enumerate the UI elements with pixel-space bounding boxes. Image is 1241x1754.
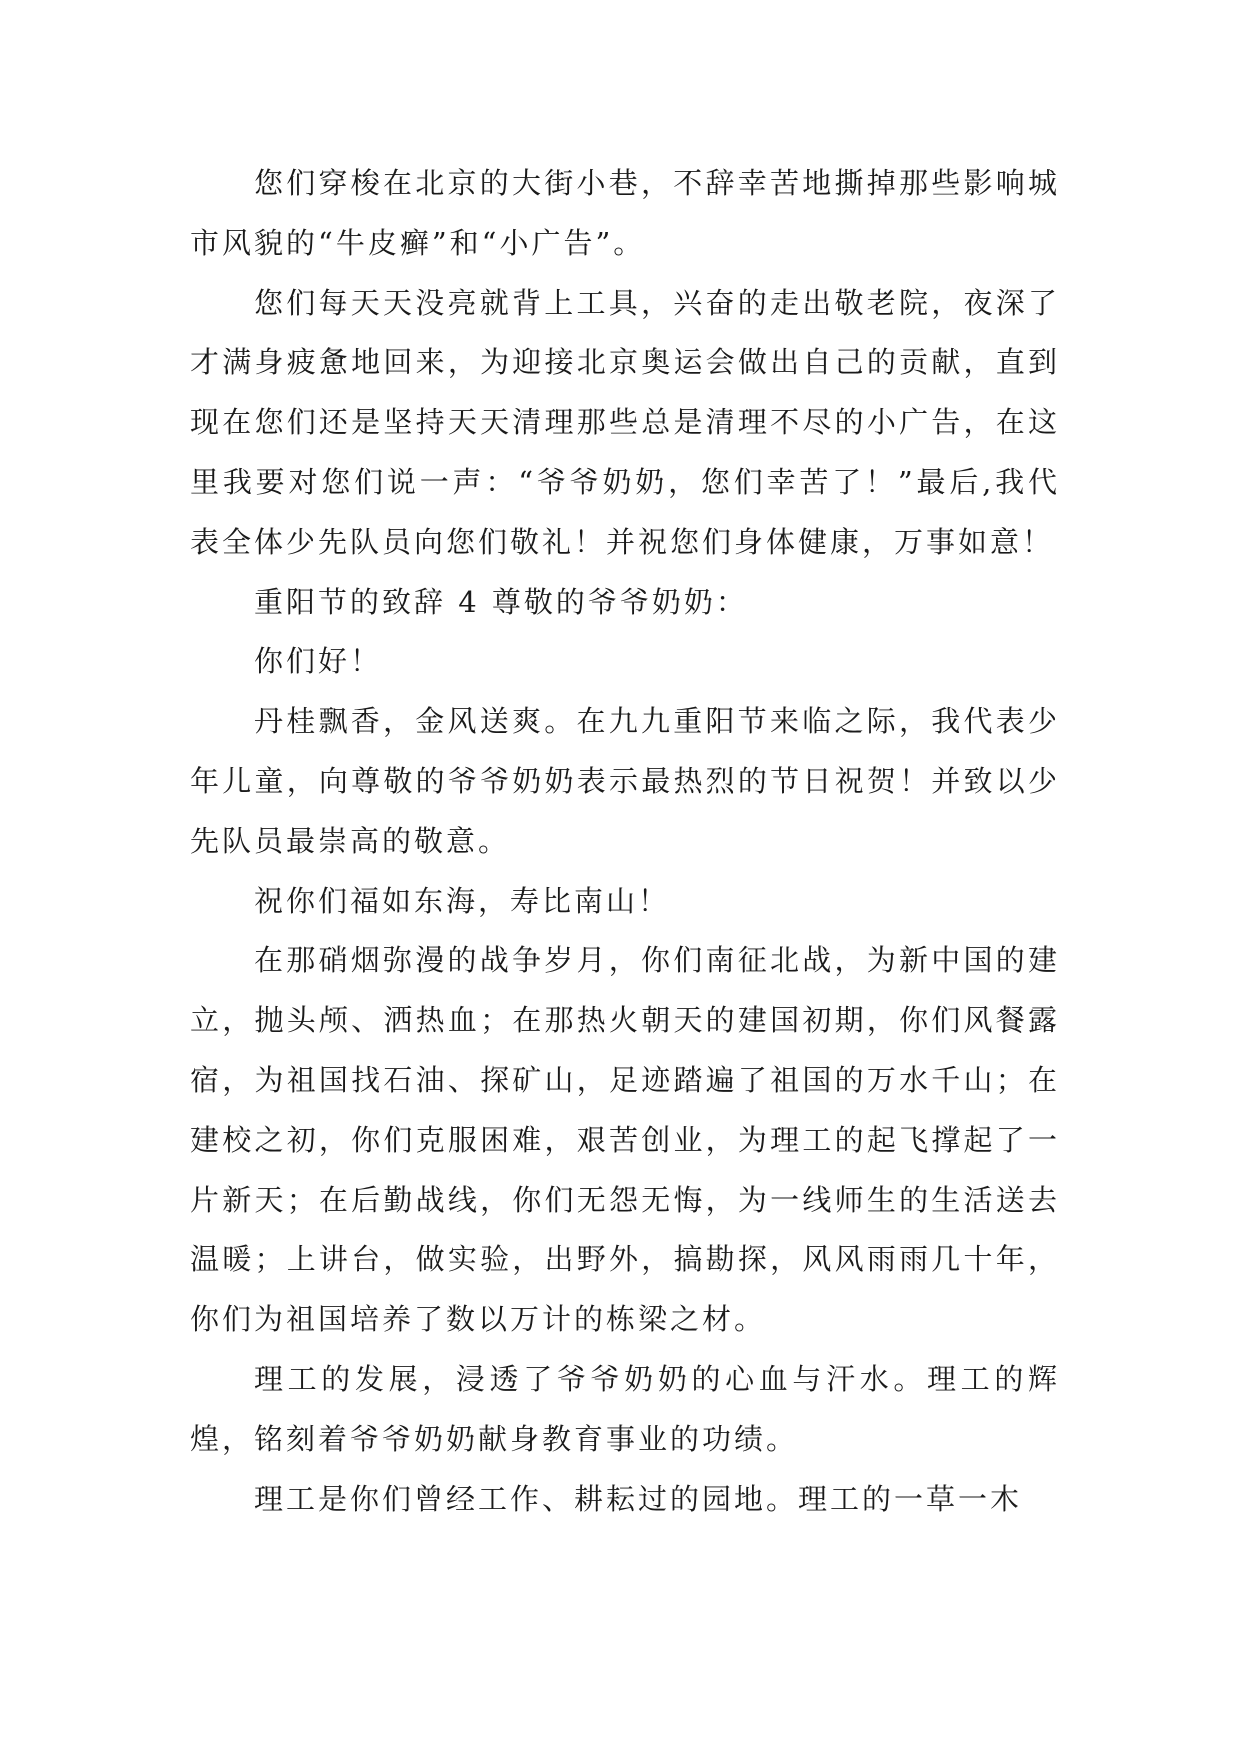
paragraph: 重阳节的致辞 4 尊敬的爷爷奶奶： <box>254 584 748 619</box>
paragraph: 理工是你们曾经工作、耕耘过的园地。理工的一草一木 <box>254 1481 1023 1516</box>
document-body <box>190 154 1060 1529</box>
paragraph: 理工的发展，浸透了爷爷奶奶的心血与汗水。理工的辉煌，铭刻着爷爷奶奶献身教育事业的功绩。 <box>190 1361 1060 1456</box>
paragraph: 祝你们福如东海，寿比南山！ <box>254 883 671 918</box>
paragraph: 您们穿梭在北京的大街小巷，不辞幸苦地撕掉那些影响城市风貌的“牛皮癣”和“小广告”。 <box>190 166 1060 260</box>
paragraph: 您们每天天没亮就背上工具，兴奋的走出敬老院，夜深了才满身疲惫地回来，为迎接北京奥运会做出自己的贡献，直到现在您们还是坚持天天清理那些总是清理不尽的小广告，在这里我要对您们说一声：“爷爷奶奶，您们幸苦了！”最后,我代表全体少先队员向您们敬礼！并祝您们身体健康，万事如意！ <box>190 285 1060 559</box>
paragraph: 丹桂飘香，金风送爽。在九九重阳节来临之际，我代表少年儿童，向尊敬的爷爷奶奶表示最热烈的节日祝贺！并致以少先队员最崇高的敬意。 <box>190 704 1060 858</box>
paragraph: 在那硝烟弥漫的战争岁月，你们南征北战，为新中国的建立，抛头颅、洒热血；在那热火朝天的建国初期，你们风餐露宿，为祖国找石油、探矿山，足迹踏遍了祖国的万水千山；在建校之初，你们克服困难，艰苦创业，为理工的起飞撑起了一片新天；在后勤战线，你们无怨无悔，为一线师生的生活送去温暖；上讲台，做实验，出野外，搞勘探，风风雨雨几十年，你们为祖国培养了数以万计的栋梁之材。 <box>190 943 1060 1337</box>
paragraph: 你们好！ <box>254 644 383 679</box>
